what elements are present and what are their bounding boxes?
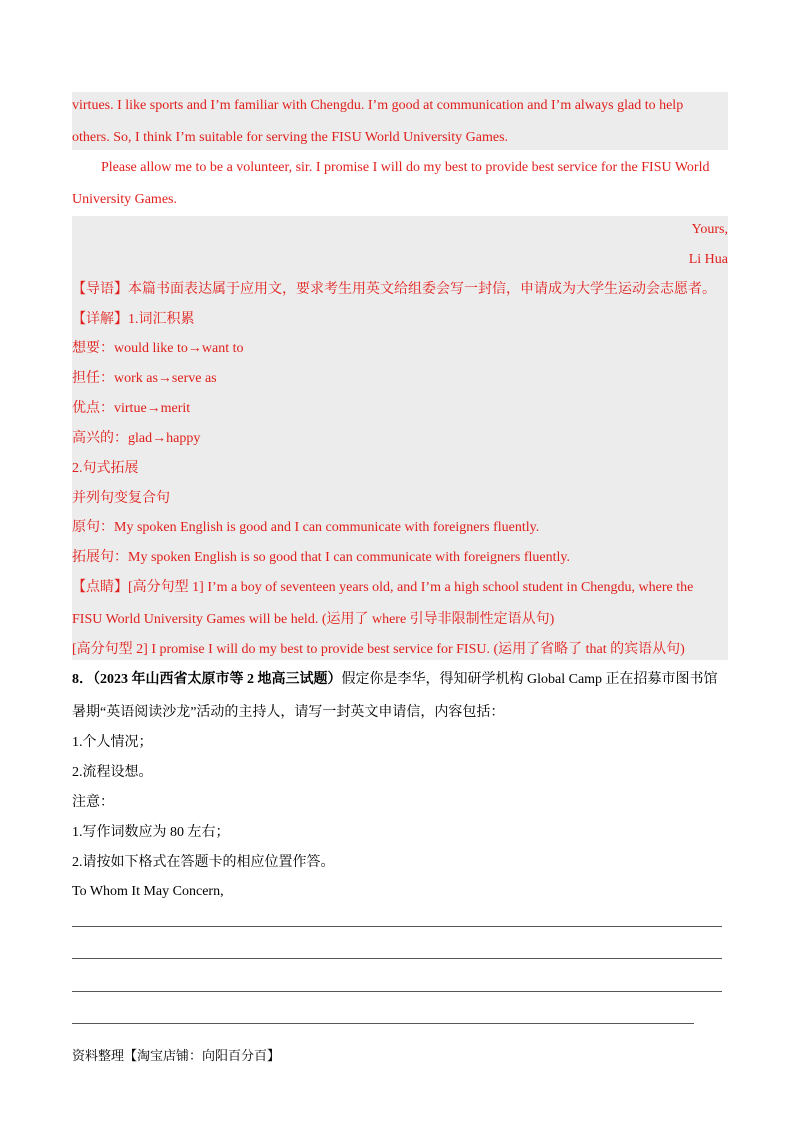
- analysis-intro: 【导语】本篇书面表达属于应用文，要求考生用英文给组委会写一封信，申请成为大学生运动会志愿者。: [72, 282, 716, 297]
- vocab-item: 担任：work as→serve as: [72, 371, 217, 386]
- answer-line: University Games.: [72, 192, 177, 207]
- note-item: 1.写作词数应为 80 左右；: [72, 825, 230, 840]
- answer-line: others. So, I think I’m suitable for serving the FISU World University Games.: [72, 130, 509, 145]
- expanded-sentence: 拓展句：My spoken English is so good that I can communicate with foreigners fluently.: [72, 550, 570, 565]
- answer-line: virtues. I like sports and I’m familiar with Chengdu. I’m good at communication and I’m always glad to help: [72, 98, 684, 113]
- answer-rule: [72, 1023, 694, 1024]
- answer-rule: [72, 958, 722, 959]
- question-header: [72, 671, 728, 689]
- letter-signature: Li Hua: [688, 252, 728, 267]
- highlight-sentence: 【点睛】[高分句型 1] I’m a boy of seventeen years old, and I’m a high school student in Chengdu, where the: [72, 580, 694, 595]
- vocab-item: 优点：virtue→merit: [72, 401, 191, 416]
- question-prompt: 暑期“英语阅读沙龙”活动的主持人，请写一封英文申请信，内容包括：: [72, 705, 505, 720]
- detail-heading: 【详解】1.词汇积累: [72, 312, 195, 327]
- highlight-sentence: FISU World University Games will be held. (运用了 where 引导非限制性定语从句): [72, 612, 555, 627]
- answer-rule: [72, 991, 722, 992]
- question-number: 8．: [72, 672, 93, 687]
- vocab-item: 高兴的：glad→happy: [72, 431, 201, 446]
- highlight-sentence: [高分句型 2] I promise I will do my best to provide best service for FISU. (运用了省略了 that 的宾语从句): [72, 642, 685, 657]
- note-item: 2.请按如下格式在答题卡的相应位置作答。: [72, 855, 335, 870]
- vocab-item: 想要：would like to→want to: [72, 341, 244, 356]
- letter-salutation: To Whom It May Concern,: [72, 884, 224, 899]
- answer-line: Please allow me to be a volunteer, sir. I promise I will do my best to provide best service for the FISU World: [101, 160, 710, 175]
- notes-heading: 注意：: [72, 795, 114, 810]
- answer-rule: [72, 926, 722, 927]
- question-item: 1.个人情况；: [72, 735, 153, 750]
- sentence-heading: 2.句式拓展: [72, 461, 139, 476]
- question-item: 2.流程设想。: [72, 765, 153, 780]
- original-sentence: 原句：My spoken English is good and I can communicate with foreigners fluently.: [72, 520, 540, 535]
- question-prompt: 假定你是李华，得知研学机构 Global Camp 正在招募市图书馆: [341, 672, 718, 687]
- page-footer: 资料整理【淘宝店铺：向阳百分百】: [72, 1049, 281, 1064]
- question-source: （2023 年山西省太原市等 2 地高三试题）: [93, 672, 342, 687]
- sentence-subheading: 并列句变复合句: [72, 491, 170, 506]
- letter-closing: Yours,: [691, 222, 728, 237]
